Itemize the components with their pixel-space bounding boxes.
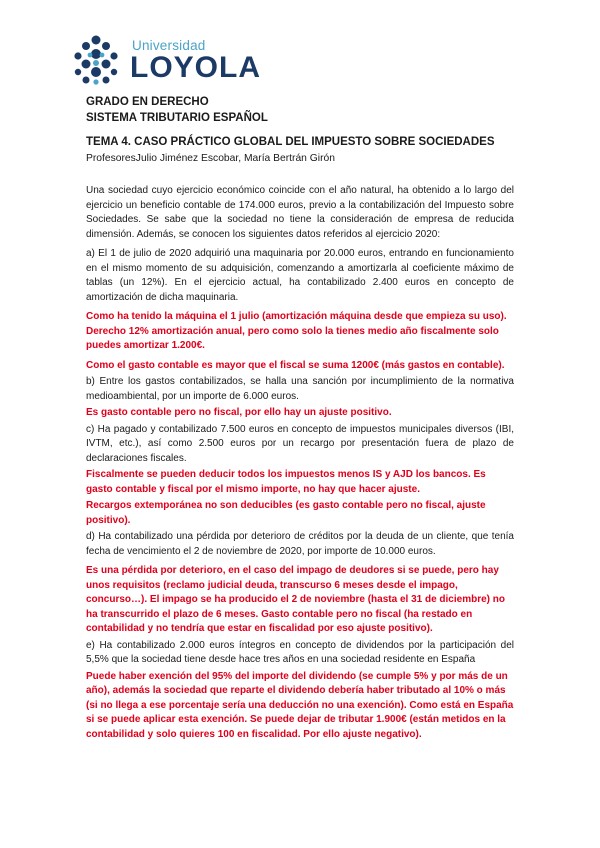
note-a-2: Como el gasto contable es mayor que el fiscal se suma 1200€ (más gastos en contable). — [86, 359, 505, 371]
item-e: e) Ha contabilizado 2.000 euros íntegros en concepto de dividendos por la participación del 5,5% que la sociedad tiene desde hace tres años en una sociedad residente en España — [86, 639, 514, 665]
degree-line: GRADO EN DERECHO — [86, 96, 209, 108]
note-c-1: Fiscalmente se pueden deducir todos los impuestos menos IS y AJD los bancos. Es gasto contable y fiscal por el mismo importe, no hay que hacer ajuste. — [86, 469, 486, 495]
subject-line: SISTEMA TRIBUTARIO ESPAÑOL — [86, 112, 268, 124]
note-c-2: Recargos extemporánea no son deducibles (es gasto contable pero no fiscal, ajuste positivo). — [86, 500, 486, 526]
page-title: TEMA 4. CASO PRÁCTICO GLOBAL DEL IMPUESTO SOBRE SOCIEDADES — [86, 136, 495, 148]
note-b: Es gasto contable pero no fiscal, por ello hay un ajuste positivo. — [86, 407, 392, 418]
note-e: Puede haber exención del 95% del importe del dividendo (se cumple 5% y por más de un año), además la sociedad que reparte el dividendo debería haber tributado al 10% o más (si no llega a ese porcentaje sería una deducción no una exención). Como está en España si se puede aplicar esta exención. Se puede dejar de tributar 1.900€ (están metidos en la contabilidad y solo quieres 100 en fiscalidad. Por ello ajuste negativo). — [86, 670, 514, 740]
intro-paragraph: Una sociedad cuyo ejercicio económico coincide con el año natural, ha obtenido a lo largo del ejercicio un beneficio contable de 174.000 euros, previo a la contabilización del Impuesto sobre Sociedades. Se sabe que la sociedad no tiene la consideración de empresa de reducida dimensión. Además, se conocen los siguientes datos referidos al ejercicio 2020: — [86, 185, 514, 240]
note-d: Es una pérdida por deterioro, en el caso del impago de deudores si se puede, pero hay unos requisitos (reclamo judicial deuda, transcurso 6 meses desde el impago, concurso…). El impago se ha producido el 2 de noviembre (hasta el 31 de diciembre) no ha transcurrido el plazo de 6 meses. Gasto contable pero no fiscal (ha restado en contabilidad y no tendría que estar en fiscalidad por eso ajuste positivo). — [86, 565, 505, 634]
logo-name-text: LOYOLA — [130, 51, 261, 84]
logo-mark-icon — [70, 34, 122, 86]
item-d: d) Ha contabilizado una pérdida por deterioro de créditos por la deuda de un cliente, que tenía fecha de vencimiento el 2 de noviembre de 2020, por importe de 10.000 euros. — [86, 531, 514, 557]
note-a-1: Como ha tenido la máquina el 1 julio (amortización máquina desde que empieza su uso). Derecho 12% amortización anual, pero como solo la tienes medio año fiscalmente solo puedes amortizar 1.200€. — [86, 311, 507, 351]
item-a: a) El 1 de julio de 2020 adquirió una maquinaria por 20.000 euros, entrando en funcionamiento en el mismo momento de su adquisición, comenzando a amortizarla al coeficiente máximo de tablas (un 12%). En el ejercicio actual, ha contabilizado 2.400 euros en concepto de amortización de dicha maquinaria. — [86, 248, 514, 303]
document-body — [86, 184, 514, 747]
document-header — [86, 94, 268, 126]
logo-university-text: Universidad — [132, 38, 206, 53]
item-c: c) Ha pagado y contabilizado 7.500 euros en concepto de impuestos municipales diversos (IBI, IVTM, etc.), así como 2.500 euros por un recargo por presentación fuera de plazo de declaraciones fiscales. — [86, 423, 514, 464]
item-b: b) Entre los gastos contabilizados, se halla una sanción por incumplimiento de la normativa medioambiental, por un importe de 6.000 euros. — [86, 376, 514, 402]
professors-line: ProfesoresJulio Jiménez Escobar, María Bertrán Girón — [86, 153, 335, 164]
university-logo — [70, 34, 270, 86]
